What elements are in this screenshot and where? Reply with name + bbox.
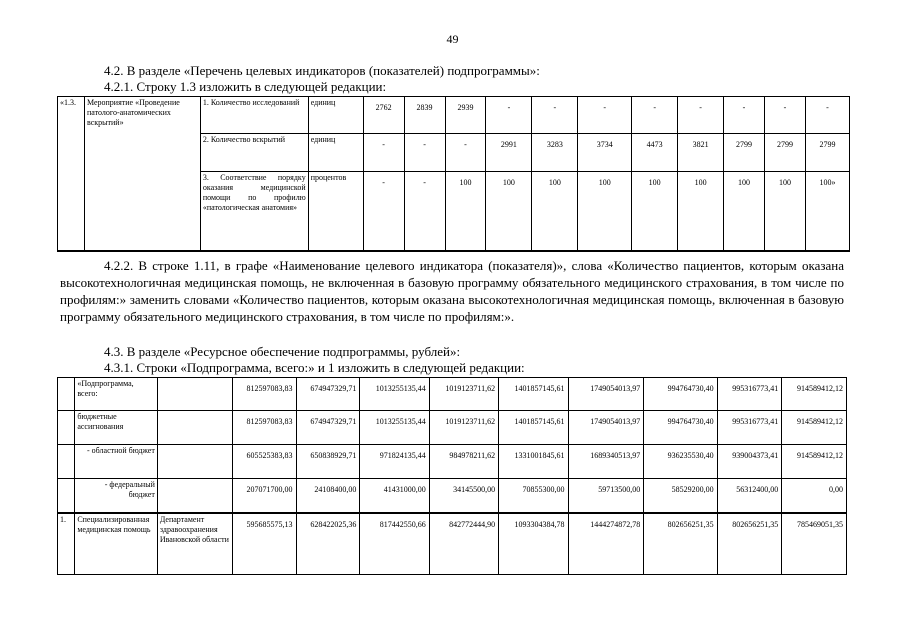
executor-cell: [157, 479, 232, 513]
value-cell: 100: [724, 172, 765, 251]
value-cell: 2799: [724, 134, 765, 172]
amount-cell: 842772444,90: [429, 513, 498, 575]
row-number-cell: [58, 411, 75, 445]
table-row: [58, 479, 847, 513]
page-number: 49: [446, 32, 459, 46]
amount-cell: 914589412,12: [782, 411, 847, 445]
amount-cell: 995316773,41: [717, 411, 782, 445]
program-name-cell: - федеральный бюджет: [75, 479, 158, 513]
section-4-3-heading: 4.3. В разделе «Ресурсное обеспечение подпрограммы, рублей»:: [104, 344, 461, 359]
amount-cell: 41431000,00: [360, 479, 429, 513]
amount-cell: 1749054013,97: [568, 411, 644, 445]
section-4-2-heading: 4.2. В разделе «Перечень целевых индикаторов (показателей) подпрограммы»:: [104, 63, 540, 78]
value-cell: 2939: [445, 97, 486, 134]
amount-cell: 1401857145,61: [499, 411, 568, 445]
amount-cell: 812597083,83: [232, 411, 296, 445]
amount-cell: 994764730,40: [644, 378, 717, 411]
amount-cell: 674947329,71: [296, 378, 360, 411]
value-cell: -: [532, 97, 578, 134]
value-cell: -: [724, 97, 765, 134]
amount-cell: 812597083,83: [232, 378, 296, 411]
amount-cell: 650838929,71: [296, 445, 360, 479]
amount-cell: 817442550,66: [360, 513, 429, 575]
amount-cell: 802656251,35: [644, 513, 717, 575]
value-cell: -: [404, 172, 445, 251]
amount-cell: 24108400,00: [296, 479, 360, 513]
amount-cell: 595685575,13: [232, 513, 296, 575]
amount-cell: 802656251,35: [717, 513, 782, 575]
section-4-3-1-heading: 4.3.1. Строки «Подпрограмма, всего:» и 1 изложить в следующей редакции:: [104, 360, 525, 375]
amount-cell: 1749054013,97: [568, 378, 644, 411]
value-cell: 100: [764, 172, 805, 251]
amount-cell: 59713500,00: [568, 479, 644, 513]
value-cell: 2991: [486, 134, 532, 172]
value-cell: 2799: [805, 134, 849, 172]
value-cell: -: [363, 134, 404, 172]
value-cell: 3283: [532, 134, 578, 172]
amount-cell: 628422025,36: [296, 513, 360, 575]
value-cell: -: [445, 134, 486, 172]
amount-cell: 914589412,12: [782, 445, 847, 479]
value-cell: 2762: [363, 97, 404, 134]
table-row: [58, 411, 847, 445]
value-cell: 2799: [764, 134, 805, 172]
value-cell: 100: [445, 172, 486, 251]
value-cell: 100: [532, 172, 578, 251]
value-cell: -: [486, 97, 532, 134]
value-cell: -: [404, 134, 445, 172]
row-number-cell: [58, 445, 75, 479]
section-4-2-1-heading: 4.2.1. Строку 1.3 изложить в следующей редакции:: [104, 79, 387, 94]
amount-cell: 939004373,41: [717, 445, 782, 479]
indicator-cell: 1. Количество исследований: [200, 97, 308, 134]
table-row: [58, 513, 847, 575]
row-number-cell: 1.: [58, 513, 75, 575]
amount-cell: 785469051,35: [782, 513, 847, 575]
value-cell: -: [805, 97, 849, 134]
amount-cell: 1093304384,78: [499, 513, 568, 575]
value-cell: 100: [486, 172, 532, 251]
value-cell: 3734: [578, 134, 632, 172]
amount-cell: 34145500,00: [429, 479, 498, 513]
value-cell: 100: [578, 172, 632, 251]
value-cell: 100: [632, 172, 678, 251]
value-cell: -: [578, 97, 632, 134]
executor-cell: [157, 445, 232, 479]
amount-cell: 1401857145,61: [499, 378, 568, 411]
amount-cell: 207071700,00: [232, 479, 296, 513]
value-cell: 100»: [805, 172, 849, 251]
amount-cell: 70855300,00: [499, 479, 568, 513]
value-cell: -: [363, 172, 404, 251]
event-name-cell: Мероприятие «Проведение патолого-анатомических вскрытий»: [84, 97, 200, 251]
value-cell: -: [632, 97, 678, 134]
executor-cell: [157, 411, 232, 445]
section-4-2-2-paragraph: 4.2.2. В строке 1.11, в графе «Наименование целевого индикатора (показателя)», слова «Количество пациентов, которым оказана высокотехнологичная медицинская помощь, не включенная в базовую программу обязательного медицинского страхования, в том числе по профилям:» заменить словами «Количество пациентов, которым оказана высокотехнологичная медицинская помощь, включенная в базовую программу обязательного медицинского страхования, в том числе по профилям:».: [60, 258, 844, 324]
amount-cell: 0,00: [782, 479, 847, 513]
executor-cell: Департамент здравоохранения Ивановской области: [157, 513, 232, 575]
value-cell: -: [764, 97, 805, 134]
table-row: [58, 445, 847, 479]
value-cell: 4473: [632, 134, 678, 172]
amount-cell: 1331001845,61: [499, 445, 568, 479]
program-name-cell: бюджетные ассигнования: [75, 411, 158, 445]
amount-cell: 994764730,40: [644, 411, 717, 445]
value-cell: 100: [678, 172, 724, 251]
resources-table: [57, 377, 847, 575]
amount-cell: 936235530,40: [644, 445, 717, 479]
table-row: [58, 378, 847, 411]
table-row: [58, 97, 850, 134]
amount-cell: 1019123711,62: [429, 378, 498, 411]
amount-cell: 1689340513,97: [568, 445, 644, 479]
indicators-table: [57, 96, 850, 252]
indicator-cell: 2. Количество вскрытий: [200, 134, 308, 172]
value-cell: 2839: [404, 97, 445, 134]
amount-cell: 914589412,12: [782, 378, 847, 411]
unit-cell: единиц: [308, 97, 363, 134]
amount-cell: 1444274872,78: [568, 513, 644, 575]
executor-cell: [157, 378, 232, 411]
amount-cell: 971824135,44: [360, 445, 429, 479]
amount-cell: 58529200,00: [644, 479, 717, 513]
amount-cell: 1013255135,44: [360, 411, 429, 445]
value-cell: 3821: [678, 134, 724, 172]
indicator-cell: 3. Соответствие порядку оказания медицинской помощи по профилю «патологическая анатомия»: [200, 172, 308, 251]
program-name-cell: Специализированная медицинская помощь: [75, 513, 158, 575]
unit-cell: процентов: [308, 172, 363, 251]
program-name-cell: «Подпрограмма, всего:: [75, 378, 158, 411]
value-cell: -: [678, 97, 724, 134]
row-number-cell: [58, 378, 75, 411]
amount-cell: 605525383,83: [232, 445, 296, 479]
amount-cell: 674947329,71: [296, 411, 360, 445]
row-number-cell: [58, 479, 75, 513]
row-number-cell: «1.3.: [58, 97, 85, 251]
program-name-cell: - областной бюджет: [75, 445, 158, 479]
amount-cell: 1019123711,62: [429, 411, 498, 445]
amount-cell: 984978211,62: [429, 445, 498, 479]
amount-cell: 995316773,41: [717, 378, 782, 411]
unit-cell: единиц: [308, 134, 363, 172]
amount-cell: 56312400,00: [717, 479, 782, 513]
amount-cell: 1013255135,44: [360, 378, 429, 411]
